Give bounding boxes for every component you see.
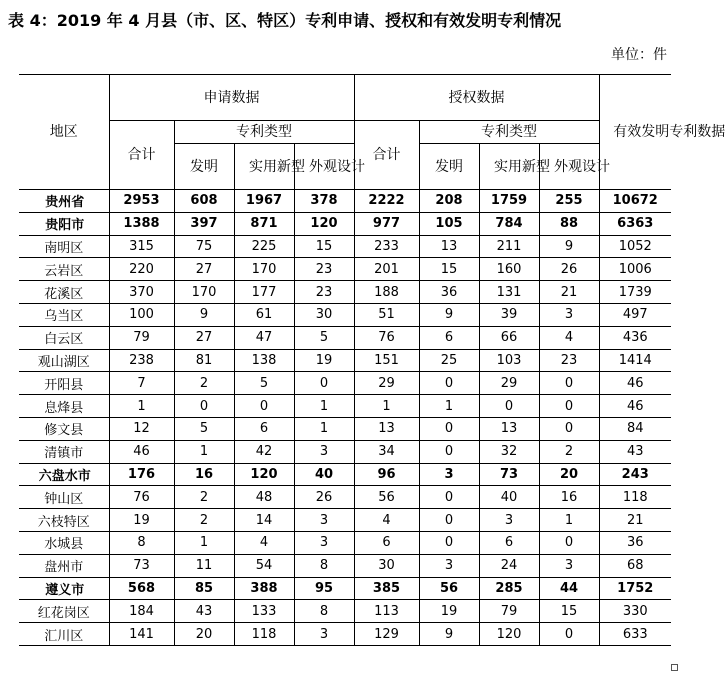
value-cell: 3	[539, 303, 599, 326]
value-cell: 7	[109, 372, 174, 395]
value-cell: 0	[419, 440, 479, 463]
value-cell: 40	[479, 486, 539, 509]
value-cell: 9	[174, 303, 234, 326]
value-cell: 30	[294, 303, 354, 326]
value-cell: 497	[599, 303, 671, 326]
value-cell: 79	[479, 600, 539, 623]
region-cell: 息烽县	[19, 395, 109, 418]
value-cell: 378	[294, 190, 354, 213]
value-cell: 225	[234, 235, 294, 258]
value-cell: 138	[234, 349, 294, 372]
value-cell: 0	[419, 417, 479, 440]
value-cell: 34	[354, 440, 419, 463]
region-cell: 开阳县	[19, 372, 109, 395]
value-cell: 0	[419, 486, 479, 509]
value-cell: 6	[354, 531, 419, 554]
value-cell: 88	[539, 212, 599, 235]
table-row	[19, 349, 671, 372]
value-cell: 10672	[599, 190, 671, 213]
value-cell: 3	[294, 509, 354, 532]
value-cell: 48	[234, 486, 294, 509]
region-cell: 红花岗区	[19, 600, 109, 623]
header-grant-utility	[479, 144, 550, 190]
header-region: 地区	[19, 75, 109, 190]
value-cell: 36	[419, 281, 479, 304]
value-cell: 1752	[599, 577, 671, 600]
value-cell: 103	[479, 349, 539, 372]
value-cell: 14	[234, 509, 294, 532]
value-cell: 8	[294, 600, 354, 623]
value-cell: 2	[174, 372, 234, 395]
value-cell: 68	[599, 554, 671, 577]
table-row	[19, 486, 671, 509]
region-cell: 南明区	[19, 235, 109, 258]
value-cell: 255	[539, 190, 599, 213]
value-cell: 871	[234, 212, 294, 235]
region-cell: 钟山区	[19, 486, 109, 509]
value-cell: 100	[109, 303, 174, 326]
value-cell: 160	[479, 258, 539, 281]
value-cell: 285	[479, 577, 539, 600]
value-cell: 9	[539, 235, 599, 258]
value-cell: 120	[234, 463, 294, 486]
value-cell: 633	[599, 623, 671, 646]
header-grant-total: 合计	[354, 121, 419, 190]
table-row	[19, 190, 671, 213]
value-cell: 1	[354, 395, 419, 418]
table-row	[19, 463, 671, 486]
value-cell: 76	[109, 486, 174, 509]
table-row	[19, 509, 671, 532]
corner-mark	[671, 664, 678, 671]
value-cell: 29	[354, 372, 419, 395]
value-cell: 4	[354, 509, 419, 532]
value-cell: 0	[539, 531, 599, 554]
table-row	[19, 326, 671, 349]
value-cell: 4	[539, 326, 599, 349]
value-cell: 1759	[479, 190, 539, 213]
value-cell: 0	[539, 395, 599, 418]
value-cell: 0	[539, 372, 599, 395]
value-cell: 0	[539, 417, 599, 440]
value-cell: 3	[294, 623, 354, 646]
value-cell: 141	[109, 623, 174, 646]
table-row	[19, 417, 671, 440]
value-cell: 170	[234, 258, 294, 281]
value-cell: 0	[539, 623, 599, 646]
table-row	[19, 623, 671, 646]
value-cell: 3	[539, 554, 599, 577]
region-cell: 修文县	[19, 417, 109, 440]
value-cell: 75	[174, 235, 234, 258]
table-row	[19, 235, 671, 258]
value-cell: 85	[174, 577, 234, 600]
value-cell: 1052	[599, 235, 671, 258]
value-cell: 40	[294, 463, 354, 486]
value-cell: 608	[174, 190, 234, 213]
unit-label: 单位：件	[611, 47, 667, 63]
value-cell: 46	[599, 372, 671, 395]
value-cell: 79	[109, 326, 174, 349]
header-application-utility	[234, 144, 305, 190]
value-cell: 1	[419, 395, 479, 418]
value-cell: 39	[479, 303, 539, 326]
value-cell: 3	[419, 554, 479, 577]
value-cell: 388	[234, 577, 294, 600]
value-cell: 2	[174, 486, 234, 509]
value-cell: 105	[419, 212, 479, 235]
region-cell: 云岩区	[19, 258, 109, 281]
value-cell: 13	[419, 235, 479, 258]
value-cell: 6	[234, 417, 294, 440]
value-cell: 21	[599, 509, 671, 532]
value-cell: 220	[109, 258, 174, 281]
value-cell: 6	[479, 531, 539, 554]
value-cell: 233	[354, 235, 419, 258]
value-cell: 46	[109, 440, 174, 463]
value-cell: 5	[174, 417, 234, 440]
value-cell: 46	[599, 395, 671, 418]
value-cell: 13	[479, 417, 539, 440]
value-cell: 11	[174, 554, 234, 577]
value-cell: 19	[419, 600, 479, 623]
value-cell: 43	[599, 440, 671, 463]
value-cell: 73	[109, 554, 174, 577]
value-cell: 23	[294, 258, 354, 281]
table-row	[19, 372, 671, 395]
value-cell: 30	[354, 554, 419, 577]
value-cell: 0	[174, 395, 234, 418]
region-cell: 六枝特区	[19, 509, 109, 532]
table-row	[19, 395, 671, 418]
value-cell: 16	[539, 486, 599, 509]
value-cell: 170	[174, 281, 234, 304]
value-cell: 133	[234, 600, 294, 623]
value-cell: 19	[109, 509, 174, 532]
region-cell: 遵义市	[19, 577, 109, 600]
value-cell: 26	[539, 258, 599, 281]
table-row	[19, 258, 671, 281]
value-cell: 370	[109, 281, 174, 304]
value-cell: 20	[174, 623, 234, 646]
region-cell: 六盘水市	[19, 463, 109, 486]
header-grant-type: 专利类型	[419, 121, 599, 144]
value-cell: 120	[294, 212, 354, 235]
value-cell: 315	[109, 235, 174, 258]
value-cell: 977	[354, 212, 419, 235]
value-cell: 2	[539, 440, 599, 463]
table-body	[19, 190, 671, 646]
value-cell: 8	[109, 531, 174, 554]
value-cell: 176	[109, 463, 174, 486]
value-cell: 6363	[599, 212, 671, 235]
value-cell: 3	[294, 440, 354, 463]
header-application-utility-text: 实用新型	[249, 158, 305, 175]
value-cell: 6	[419, 326, 479, 349]
value-cell: 1006	[599, 258, 671, 281]
value-cell: 385	[354, 577, 419, 600]
value-cell: 120	[479, 623, 539, 646]
value-cell: 3	[294, 531, 354, 554]
value-cell: 47	[234, 326, 294, 349]
region-cell: 贵阳市	[19, 212, 109, 235]
value-cell: 84	[599, 417, 671, 440]
region-cell: 花溪区	[19, 281, 109, 304]
value-cell: 1	[174, 531, 234, 554]
region-cell: 盘州市	[19, 554, 109, 577]
value-cell: 118	[599, 486, 671, 509]
value-cell: 19	[294, 349, 354, 372]
table-row	[19, 577, 671, 600]
value-cell: 24	[479, 554, 539, 577]
value-cell: 397	[174, 212, 234, 235]
value-cell: 95	[294, 577, 354, 600]
value-cell: 2953	[109, 190, 174, 213]
value-cell: 211	[479, 235, 539, 258]
value-cell: 13	[354, 417, 419, 440]
value-cell: 0	[419, 509, 479, 532]
value-cell: 243	[599, 463, 671, 486]
region-cell: 白云区	[19, 326, 109, 349]
value-cell: 27	[174, 326, 234, 349]
value-cell: 73	[479, 463, 539, 486]
value-cell: 44	[539, 577, 599, 600]
value-cell: 1739	[599, 281, 671, 304]
value-cell: 23	[539, 349, 599, 372]
value-cell: 436	[599, 326, 671, 349]
value-cell: 201	[354, 258, 419, 281]
value-cell: 177	[234, 281, 294, 304]
value-cell: 29	[479, 372, 539, 395]
value-cell: 15	[294, 235, 354, 258]
value-cell: 568	[109, 577, 174, 600]
value-cell: 0	[234, 395, 294, 418]
value-cell: 1	[294, 395, 354, 418]
header-grant: 授权数据	[354, 75, 599, 121]
value-cell: 113	[354, 600, 419, 623]
value-cell: 1967	[234, 190, 294, 213]
header-grant-invention: 发明	[419, 144, 479, 190]
value-cell: 51	[354, 303, 419, 326]
header-application-total: 合计	[109, 121, 174, 190]
value-cell: 5	[294, 326, 354, 349]
value-cell: 0	[419, 531, 479, 554]
value-cell: 4	[234, 531, 294, 554]
value-cell: 54	[234, 554, 294, 577]
value-cell: 1414	[599, 349, 671, 372]
value-cell: 42	[234, 440, 294, 463]
value-cell: 25	[419, 349, 479, 372]
value-cell: 784	[479, 212, 539, 235]
value-cell: 27	[174, 258, 234, 281]
value-cell: 151	[354, 349, 419, 372]
value-cell: 20	[539, 463, 599, 486]
value-cell: 32	[479, 440, 539, 463]
header-application-design-text: 外观设计	[309, 158, 365, 175]
value-cell: 8	[294, 554, 354, 577]
value-cell: 0	[479, 395, 539, 418]
table-row	[19, 303, 671, 326]
region-cell: 乌当区	[19, 303, 109, 326]
value-cell: 56	[419, 577, 479, 600]
header-application: 申请数据	[109, 75, 354, 121]
value-cell: 21	[539, 281, 599, 304]
header-grant-design-text: 外观设计	[554, 158, 610, 175]
value-cell: 2	[174, 509, 234, 532]
value-cell: 1	[539, 509, 599, 532]
region-cell: 水城县	[19, 531, 109, 554]
header-valid-invention-text: 有效发明专利数据	[613, 124, 725, 140]
region-cell: 汇川区	[19, 623, 109, 646]
value-cell: 15	[419, 258, 479, 281]
value-cell: 23	[294, 281, 354, 304]
region-cell: 清镇市	[19, 440, 109, 463]
value-cell: 56	[354, 486, 419, 509]
value-cell: 184	[109, 600, 174, 623]
value-cell: 1	[109, 395, 174, 418]
value-cell: 0	[419, 372, 479, 395]
value-cell: 61	[234, 303, 294, 326]
region-cell: 贵州省	[19, 190, 109, 213]
table-row	[19, 600, 671, 623]
header-grant-utility-text: 实用新型	[494, 158, 550, 175]
table-title: 表 4：2019 年 4 月县（市、区、特区）专利申请、授权和有效发明专利情况	[8, 11, 562, 30]
value-cell: 238	[109, 349, 174, 372]
table-row	[19, 554, 671, 577]
value-cell: 66	[479, 326, 539, 349]
table-row	[19, 212, 671, 235]
value-cell: 1	[294, 417, 354, 440]
value-cell: 9	[419, 623, 479, 646]
value-cell: 96	[354, 463, 419, 486]
value-cell: 3	[479, 509, 539, 532]
patent-table	[19, 74, 725, 646]
region-cell: 观山湖区	[19, 349, 109, 372]
value-cell: 2222	[354, 190, 419, 213]
value-cell: 0	[294, 372, 354, 395]
value-cell: 131	[479, 281, 539, 304]
value-cell: 208	[419, 190, 479, 213]
value-cell: 81	[174, 349, 234, 372]
header-application-type: 专利类型	[174, 121, 354, 144]
value-cell: 36	[599, 531, 671, 554]
value-cell: 3	[419, 463, 479, 486]
value-cell: 43	[174, 600, 234, 623]
value-cell: 118	[234, 623, 294, 646]
header-application-invention: 发明	[174, 144, 234, 190]
value-cell: 15	[539, 600, 599, 623]
value-cell: 76	[354, 326, 419, 349]
value-cell: 16	[174, 463, 234, 486]
value-cell: 1388	[109, 212, 174, 235]
value-cell: 129	[354, 623, 419, 646]
value-cell: 26	[294, 486, 354, 509]
value-cell: 188	[354, 281, 419, 304]
value-cell: 5	[234, 372, 294, 395]
table-row	[19, 440, 671, 463]
value-cell: 9	[419, 303, 479, 326]
table-row	[19, 531, 671, 554]
value-cell: 1	[174, 440, 234, 463]
value-cell: 12	[109, 417, 174, 440]
value-cell: 330	[599, 600, 671, 623]
table-row	[19, 281, 671, 304]
